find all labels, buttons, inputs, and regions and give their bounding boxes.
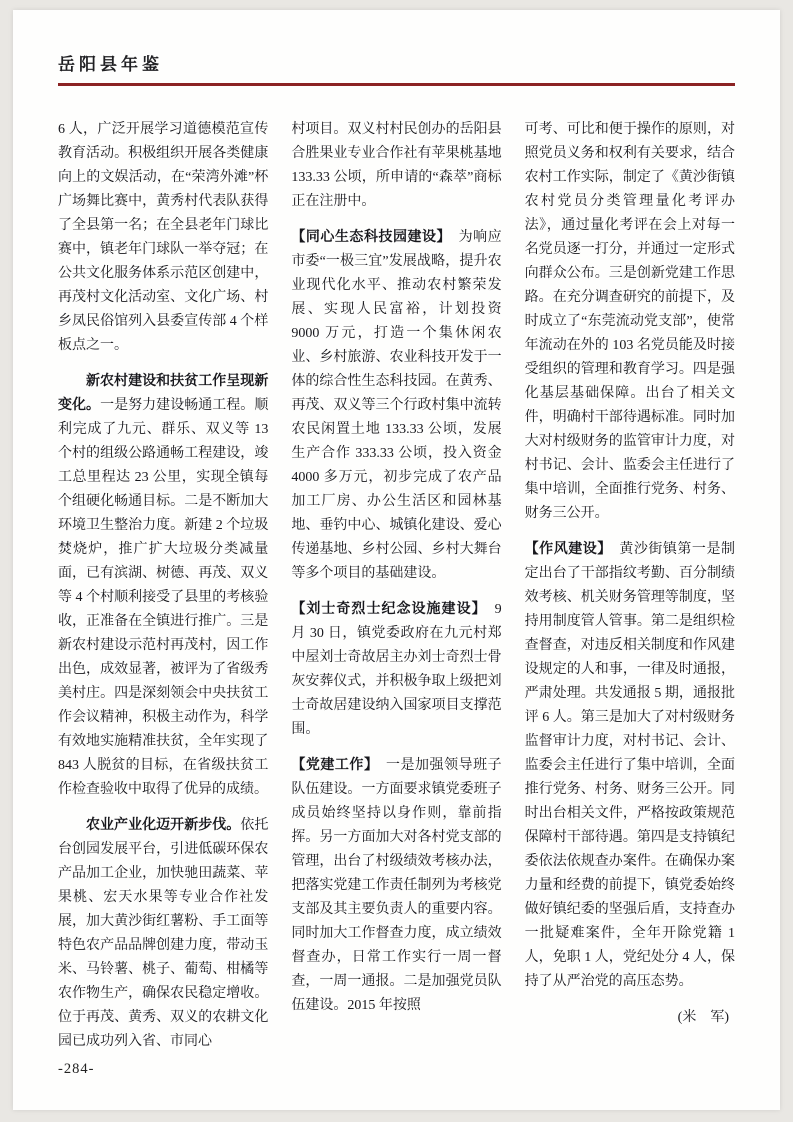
header-rule	[58, 83, 735, 86]
paragraph-lead: 农业产业化迈开新步伐。	[86, 817, 241, 833]
yearbook-page	[13, 10, 780, 1110]
text-columns	[58, 118, 735, 1068]
page-title: 岳阳县年鉴	[58, 55, 163, 74]
entry-title: 【作风建设】	[524, 541, 605, 557]
entry-paragraph: 【作风建设】 黄沙街镇第一是制定出台了干部指纹考勤、百分制绩效考核、机关财务管理等制度，坚持用制度管人管事。第二是组织检查督查，对违反相关制度和作风建设规定的人和事，一律及时通报，严肃处理。共发通报 5 期，通报批评 6 人。第三是加大了对村级财务监督审计力度，对村书记、会计、监委会主任进行了集中培训，全面推行党务、村务、财务三公开。同时出台相关文件，严格按政策规范保障村干部待遇。第四是支持镇纪委依法依规查办案件。在确保办案力量和经费的前提下，镇党委始终做好镇纪委的坚强后盾，支持查办一批疑难案件，全年开除党籍 1 人，免职 1 人，党纪处分 4 人，保持了从严治党的高压态势。	[524, 541, 735, 989]
entry-title: 【同心生态科技园建设】	[291, 229, 445, 245]
text-column-1	[58, 118, 268, 1068]
body-paragraph: 可考、可比和便于操作的原则，对照党员义务和权利有关要求，结合农村工作实际，制定了《黄沙街镇农村党员分类管理量化考评办法》，通过量化考评在会上对每一名党员逐一打分，并通过一定形式向群众公布。三是创新党建工作思路。在充分调查研究的前提下，及时成立了“东莞流动党支部”，使常年流动在外的 103 名党员能及时接受组织的管理和教育学习。四是强化基层基础保障。出台了相关文件，明确村干部待遇标准。同时加大对村级财务的监管审计力度，对村书记、会计、监委会主任进行了集中培训，全面推行党务、村务、财务三公开。	[524, 121, 735, 521]
entry-paragraph: 【同心生态科技园建设】 为响应市委“一极三宜”发展战略，提升农业现代化水平、推动农村繁荣发展、实现人民富裕，计划投资 9000 万元，打造一个集休闲农业、乡村旅游、农业科技开发于一体的综合性生态科技园。在黄秀、再茂、双义等三个行政村集中流转农民闲置土地 133.33 公顷，发展生产合作 333.33 公顷，投入资金 4000 多万元，初步完成了农产品加工厂房、办公生活区和园林基地、垂钓中心、城镇化建设、爱心传递基地、乡村公园、乡村大舞台等多个项目的基础建设。	[291, 229, 502, 581]
attribution: (米 军)	[677, 1009, 729, 1025]
entry-title: 【刘士奇烈士纪念设施建设】	[291, 601, 480, 617]
page-content	[58, 50, 735, 1068]
entry-paragraph: 【党建工作】 一是加强领导班子队伍建设。一方面要求镇党委班子成员始终坚持以身作则，靠前指挥。另一方面加大对各村党支部的管理，出台了村级绩效考核办法，把落实党建工作责任制列为考核党支部及其主要负责人的重要内容。同时加大工作督查力度，成立绩效督查办，日常工作实行一周一督查，一周一通报。二是加强党员队伍建设。2015 年按照	[291, 757, 502, 1013]
page-number: -284-	[58, 1061, 95, 1077]
entry-paragraph: 【刘士奇烈士纪念设施建设】 9 月 30 日，镇党委政府在九元村郑中屋刘士奇故居主办刘士奇烈士骨灰安葬仪式，并积极争取上级把刘士奇故居建设纳入国家项目支撑范围。	[291, 601, 502, 737]
text-column-2	[291, 118, 501, 1068]
body-paragraph: 6 人，广泛开展学习道德模范宣传教育活动。积极组织开展各类健康向上的文娱活动，在“荣湾外滩”杯广场舞比赛中，黄秀村代表队获得了全县第一名；在全县老年门球比赛中，镇老年门球队一举夺冠；在公共文化服务体系示范区创建中，再茂村文化活动室、文化广场、村乡凤民俗馆列入县委宣传部 4 个样板点之一。	[58, 121, 269, 353]
page-footer	[58, 1060, 94, 1078]
paragraph-lead: 新农村建设和扶贫工作呈现新变化。	[58, 373, 269, 413]
body-paragraph: 农业产业化迈开新步伐。依托台创园发展平台，引进低碳环保农产品加工企业，加快驰田蔬菜、苹果桃、宏天水果等专业合作社发展，加大黄沙街红薯粉、手工面等特色农产品品牌创建力度，带动玉米、马铃薯、桃子、葡萄、柑橘等农作物生产，确保农民稳定增收。位于再茂、黄秀、双义的农耕文化园已成功列入省、市同心	[58, 817, 269, 1049]
page-header	[58, 50, 735, 86]
body-paragraph: 新农村建设和扶贫工作呈现新变化。一是努力建设畅通工程。顺利完成了九元、群乐、双义等 13 个村的组级公路通畅工程建设，竣工总里程达 23 公里，实现全镇每个组硬化畅通目标。二是不断加大环境卫生整治力度。新建 2 个垃圾焚烧炉，推广扩大垃圾分类减量面，已有滨湖、树德、再茂、双义等 4 个村顺利接受了县里的考核验收，正准备在全镇进行推广。三是新农村建设示范村再茂村，因工作出色，成效显著，被评为了省级秀美村庄。四是深刻领会中央扶贫工作会议精神，积极主动作为，科学有效地实施精准扶贫，全年实现了 843 人脱贫的目标，在省级扶贫工作检查验收中取得了优异的成绩。	[58, 373, 269, 797]
body-paragraph: 村项目。双义村村民创办的岳阳县合胜果业专业合作社有苹果桃基地 133.33 公顷，所申请的“森萃”商标正在注册中。	[291, 121, 502, 209]
text-column-3	[525, 118, 735, 1068]
entry-title: 【党建工作】	[291, 757, 372, 773]
